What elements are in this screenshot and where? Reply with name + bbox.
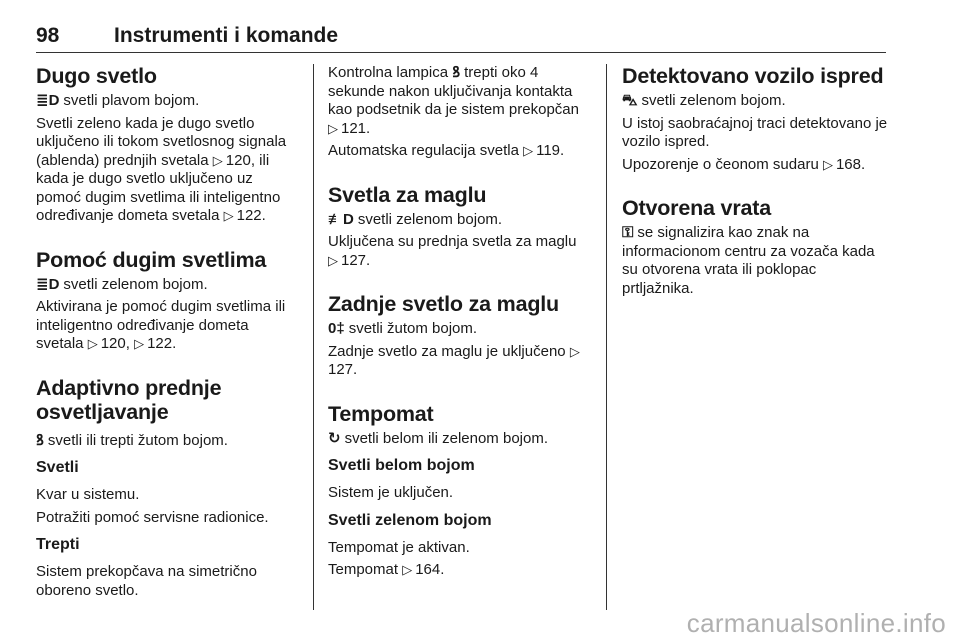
column-3 xyxy=(622,64,888,298)
page-reference[interactable]: 164. xyxy=(415,561,445,578)
front-fog-light-icon: ≢D xyxy=(328,210,354,228)
page-reference[interactable]: 122. xyxy=(236,207,266,224)
paragraph: Sistem je uključen. xyxy=(328,484,454,501)
section-title-dugo-svetlo: Dugo svetlo xyxy=(36,64,157,88)
indicator-line: ≢D svetli zelenom bojom. xyxy=(328,210,503,228)
paragraph: Automatska regulacija svetla ▷ 119. xyxy=(328,142,565,159)
adaptive-light-icon: ꝸ xyxy=(452,64,461,81)
reference-arrow-icon: ▷ xyxy=(402,562,413,577)
indicator-line: ⛍ svetli zelenom bojom. xyxy=(622,92,786,109)
column-1 xyxy=(36,64,298,600)
paragraph: Zadnje svetlo za maglu je uključeno ▷127. xyxy=(328,342,580,378)
paragraph: Uključena su prednja svetla za maglu ▷ 127. xyxy=(328,233,577,269)
subheading-svetli: Svetli xyxy=(36,459,79,476)
page-reference[interactable]: 120, ili xyxy=(225,151,270,169)
page-reference[interactable]: 168. xyxy=(835,155,866,173)
paragraph: Kontrolna lampica ꝸ trepti oko 4 sekunde nakon uključivanja kontakta kao podsetnik da je sistem prekopčan ▷ 121. xyxy=(328,64,579,137)
reference-arrow-icon: ▷ xyxy=(569,343,580,359)
reference-arrow-icon: ▷ xyxy=(87,336,98,351)
column-divider xyxy=(313,64,314,610)
paragraph: Tempomat je aktivan. xyxy=(328,538,470,556)
section-title-svetla-za-maglu: Svetla za maglu xyxy=(328,182,487,207)
watermark: carmanualsonline.info xyxy=(686,608,946,638)
page-number: 98 xyxy=(36,24,60,47)
section-title-adaptivno: Adaptivno prednje osvetljavanje xyxy=(36,375,222,424)
paragraph: ⚿ se signalizira kao znak na informacionom centru za vozača kada su otvorena vrata ili poklopac prtljažnika. xyxy=(622,224,875,297)
page-reference[interactable]: 120, xyxy=(100,335,130,352)
subheading-belom: Svetli belom bojom xyxy=(328,457,475,474)
reference-arrow-icon: ▷ xyxy=(212,152,223,168)
section-title-tempomat: Tempomat xyxy=(328,401,434,426)
reference-arrow-icon: ▷ xyxy=(328,252,338,268)
cruise-control-icon: ↻ xyxy=(328,429,341,447)
paragraph: Upozorenje o čeonom sudaru ▷ 168. xyxy=(622,155,866,173)
subheading-zelenom: Svetli zelenom bojom xyxy=(328,511,492,529)
section-title-pomoc: Pomoć dugim svetlima xyxy=(36,247,267,272)
reference-arrow-icon: ▷ xyxy=(134,336,145,351)
paragraph: Aktivirana je pomoć dugim svetlima ili inteligentno određivanje dometa svetala ▷ 120, ▷ 122. xyxy=(36,298,286,352)
indicator-line: ꝸ svetli ili trepti žutom bojom. xyxy=(36,431,228,449)
column-2 xyxy=(328,64,590,580)
page-reference[interactable]: 122. xyxy=(147,335,177,352)
page-reference[interactable]: 119. xyxy=(536,142,565,159)
section-title-detektovano: Detektovano vozilo ispred xyxy=(622,64,884,88)
indicator-line: 0‡ svetli žutom bojom. xyxy=(328,320,478,337)
page-reference[interactable]: 121. xyxy=(341,119,371,137)
reference-arrow-icon: ▷ xyxy=(223,208,234,223)
paragraph: Tempomat ▷ 164. xyxy=(328,561,445,578)
reference-arrow-icon: ▷ xyxy=(328,120,338,136)
rear-fog-light-icon: 0‡ xyxy=(328,320,345,337)
section-title-otvorena-vrata: Otvorena vrata xyxy=(622,196,771,220)
paragraph: Potražiti pomoć servisne radionice. xyxy=(36,508,269,526)
chapter-title: Instrumenti i komande xyxy=(114,24,339,47)
paragraph: Kvar u sistemu. xyxy=(36,486,140,503)
indicator-line: ≣D svetli zelenom bojom. xyxy=(36,275,208,293)
paragraph: U istoj saobraćajnoj traci detektovano je vozilo ispred. xyxy=(622,114,888,150)
paragraph: Sistem prekopčava na simetrično oboreno svetlo. xyxy=(36,563,257,599)
subheading-trepti: Trepti xyxy=(36,536,80,553)
reference-arrow-icon: ▷ xyxy=(822,156,833,172)
indicator-line: ≣D svetli plavom bojom. xyxy=(36,92,200,109)
indicator-line: ↻ svetli belom ili zelenom bojom. xyxy=(328,429,548,447)
paragraph: Svetli zeleno kada je dugo svetlo uključeno ili tokom svetlosnog signala (ablenda) prednjih svetala ▷ 120, ili kada je dugo svetlo uključeno uz pomoć dugim svetlima ili inteligentno određivanje dometa svetala ▷ 122. xyxy=(36,114,287,224)
vehicle-ahead-icon: ⛍ xyxy=(622,92,638,109)
page-header xyxy=(36,24,886,53)
page-reference[interactable]: 127. xyxy=(341,251,371,269)
adaptive-light-icon: ꝸ xyxy=(36,431,44,449)
high-beam-assist-icon: ≣D xyxy=(36,275,60,293)
high-beam-icon: ≣D xyxy=(36,92,60,109)
reference-arrow-icon: ▷ xyxy=(523,143,534,158)
door-open-icon: ⚿ xyxy=(622,224,634,241)
column-divider xyxy=(606,64,607,610)
section-title-zadnje-svetlo: Zadnje svetlo za maglu xyxy=(328,292,559,316)
page-reference[interactable]: 127. xyxy=(328,361,358,378)
